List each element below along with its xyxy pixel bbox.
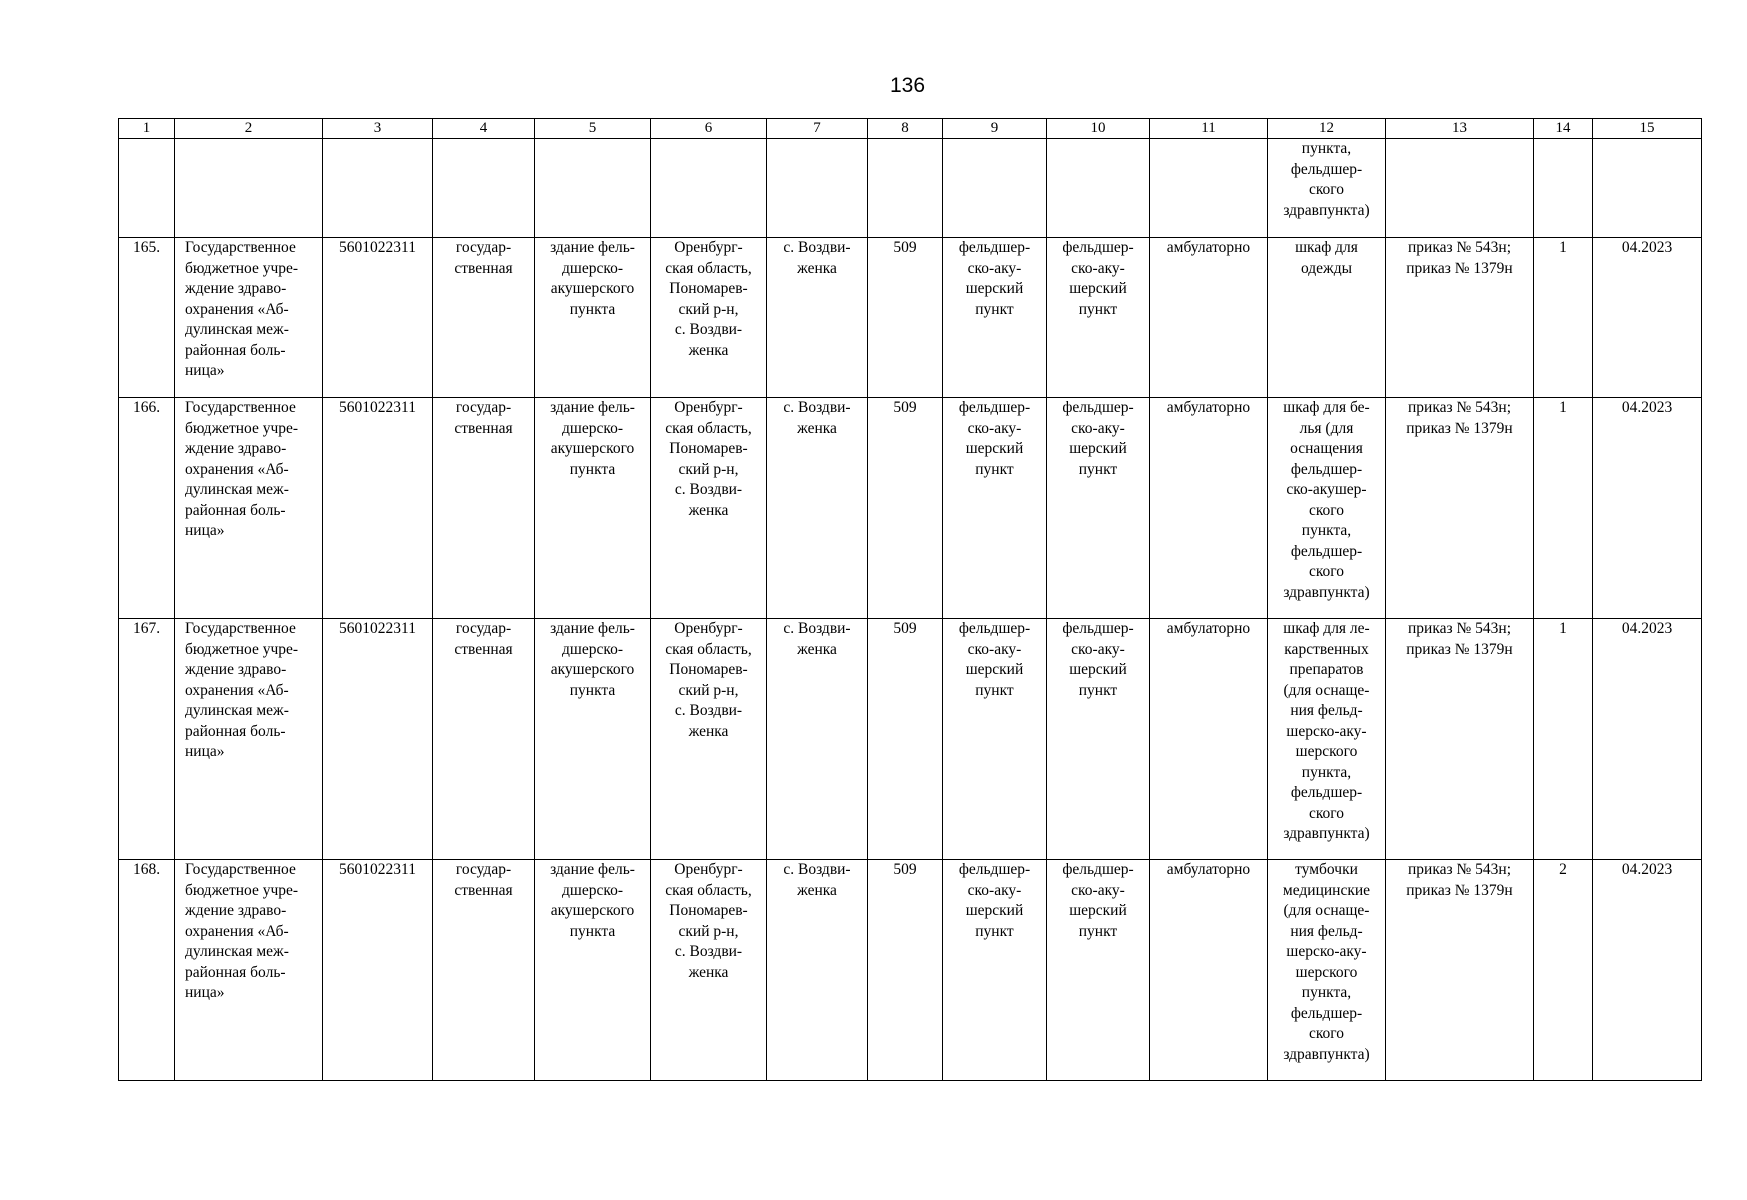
order-cell: приказ № 543н; приказ № 1379н	[1386, 619, 1534, 860]
building-cell: здание фель- дшерско- акушерского пункта	[535, 619, 651, 860]
column-header-6: 6	[651, 119, 767, 139]
address-cell: Оренбург- ская область, Пономарев- ский р-н, с. Воздви- женка	[651, 398, 767, 619]
date-cell: 04.2023	[1593, 398, 1702, 619]
care-form-cell: амбулаторно	[1150, 238, 1268, 398]
settlement-cell: с. Воздви- женка	[767, 860, 868, 1081]
date-cell: 04.2023	[1593, 619, 1702, 860]
equipment-cell: шкаф для бе- лья (для оснащения фельдшер- ско-акушер- ского пункта, фельдшер- ского здравпункта)	[1268, 398, 1386, 619]
unit-type-cell: фельдшер- ско-аку- шерский пункт	[943, 398, 1047, 619]
code-cell: 509	[868, 619, 943, 860]
column-header-12: 12	[1268, 119, 1386, 139]
care-form-cell: амбулаторно	[1150, 860, 1268, 1081]
settlement-cell: с. Воздви- женка	[767, 238, 868, 398]
inn-cell: 5601022311	[323, 619, 433, 860]
table-row	[119, 860, 1702, 1081]
order-cell: приказ № 543н; приказ № 1379н	[1386, 860, 1534, 1081]
ownership-cell: государ- ственная	[433, 398, 535, 619]
column-header-3: 3	[323, 119, 433, 139]
column-header-1: 1	[119, 119, 175, 139]
table-row	[119, 619, 1702, 860]
care-form-cell: амбулаторно	[1150, 398, 1268, 619]
equipment-cell: шкаф для одежды	[1268, 238, 1386, 398]
unit-type-cell: фельдшер- ско-аку- шерский пункт	[943, 619, 1047, 860]
institution-cell: Государственное бюджетное учре- ждение здраво- охранения «Аб- дулинская меж- районная боль- ница»	[175, 238, 323, 398]
column-header-8: 8	[868, 119, 943, 139]
address-cell: Оренбург- ская область, Пономарев- ский р-н, с. Воздви- женка	[651, 238, 767, 398]
settlement-cell: с. Воздви- женка	[767, 398, 868, 619]
building-cell: здание фель- дшерско- акушерского пункта	[535, 398, 651, 619]
column-header-10: 10	[1047, 119, 1150, 139]
column-header-9: 9	[943, 119, 1047, 139]
column-header-2: 2	[175, 119, 323, 139]
column-header-5: 5	[535, 119, 651, 139]
column-header-13: 13	[1386, 119, 1534, 139]
building-cell: здание фель- дшерско- акушерского пункта	[535, 238, 651, 398]
quantity-cell: 1	[1534, 619, 1593, 860]
unit-name-cell: фельдшер- ско-аку- шерский пункт	[1047, 398, 1150, 619]
row-number-cell: 165.	[119, 238, 175, 398]
column-header-4: 4	[433, 119, 535, 139]
order-cell: приказ № 543н; приказ № 1379н	[1386, 238, 1534, 398]
row-number-cell: 167.	[119, 619, 175, 860]
column-header-15: 15	[1593, 119, 1702, 139]
equipment-registry-table	[118, 118, 1702, 1081]
settlement-cell: с. Воздви- женка	[767, 619, 868, 860]
order-cell: приказ № 543н; приказ № 1379н	[1386, 398, 1534, 619]
column-number-row	[119, 119, 1702, 139]
inn-cell: 5601022311	[323, 398, 433, 619]
ownership-cell: государ- ственная	[433, 860, 535, 1081]
column-header-11: 11	[1150, 119, 1268, 139]
date-cell: 04.2023	[1593, 238, 1702, 398]
address-cell: Оренбург- ская область, Пономарев- ский р-н, с. Воздви- женка	[651, 860, 767, 1081]
quantity-cell: 2	[1534, 860, 1593, 1081]
equipment-cell: пункта, фельдшер- ского здравпункта)	[1268, 139, 1386, 238]
address-cell: Оренбург- ская область, Пономарев- ский р-н, с. Воздви- женка	[651, 619, 767, 860]
building-cell: здание фель- дшерско- акушерского пункта	[535, 860, 651, 1081]
inn-cell: 5601022311	[323, 860, 433, 1081]
equipment-cell: шкаф для ле- карственных препаратов (для оснаще- ния фельд- шерско-аку- шерского пункта, фельдшер- ского здравпункта)	[1268, 619, 1386, 860]
unit-type-cell: фельдшер- ско-аку- шерский пункт	[943, 860, 1047, 1081]
equipment-cell: тумбочки медицинские (для оснаще- ния фельд- шерско-аку- шерского пункта, фельдшер- ского здравпункта)	[1268, 860, 1386, 1081]
quantity-cell: 1	[1534, 398, 1593, 619]
institution-cell: Государственное бюджетное учре- ждение здраво- охранения «Аб- дулинская меж- районная боль- ница»	[175, 398, 323, 619]
continuation-row	[119, 139, 1702, 238]
code-cell: 509	[868, 398, 943, 619]
column-header-7: 7	[767, 119, 868, 139]
quantity-cell: 1	[1534, 238, 1593, 398]
column-header-14: 14	[1534, 119, 1593, 139]
unit-name-cell: фельдшер- ско-аку- шерский пункт	[1047, 238, 1150, 398]
institution-cell: Государственное бюджетное учре- ждение здраво- охранения «Аб- дулинская меж- районная боль- ница»	[175, 860, 323, 1081]
table-row	[119, 398, 1702, 619]
institution-cell: Государственное бюджетное учре- ждение здраво- охранения «Аб- дулинская меж- районная боль- ница»	[175, 619, 323, 860]
inn-cell: 5601022311	[323, 238, 433, 398]
page-number: 136	[889, 74, 926, 97]
table-row	[119, 238, 1702, 398]
row-number-cell: 166.	[119, 398, 175, 619]
care-form-cell: амбулаторно	[1150, 619, 1268, 860]
unit-name-cell: фельдшер- ско-аку- шерский пункт	[1047, 860, 1150, 1081]
code-cell: 509	[868, 860, 943, 1081]
ownership-cell: государ- ственная	[433, 238, 535, 398]
row-number-cell: 168.	[119, 860, 175, 1081]
unit-name-cell: фельдшер- ско-аку- шерский пункт	[1047, 619, 1150, 860]
unit-type-cell: фельдшер- ско-аку- шерский пункт	[943, 238, 1047, 398]
date-cell: 04.2023	[1593, 860, 1702, 1081]
ownership-cell: государ- ственная	[433, 619, 535, 860]
code-cell: 509	[868, 238, 943, 398]
